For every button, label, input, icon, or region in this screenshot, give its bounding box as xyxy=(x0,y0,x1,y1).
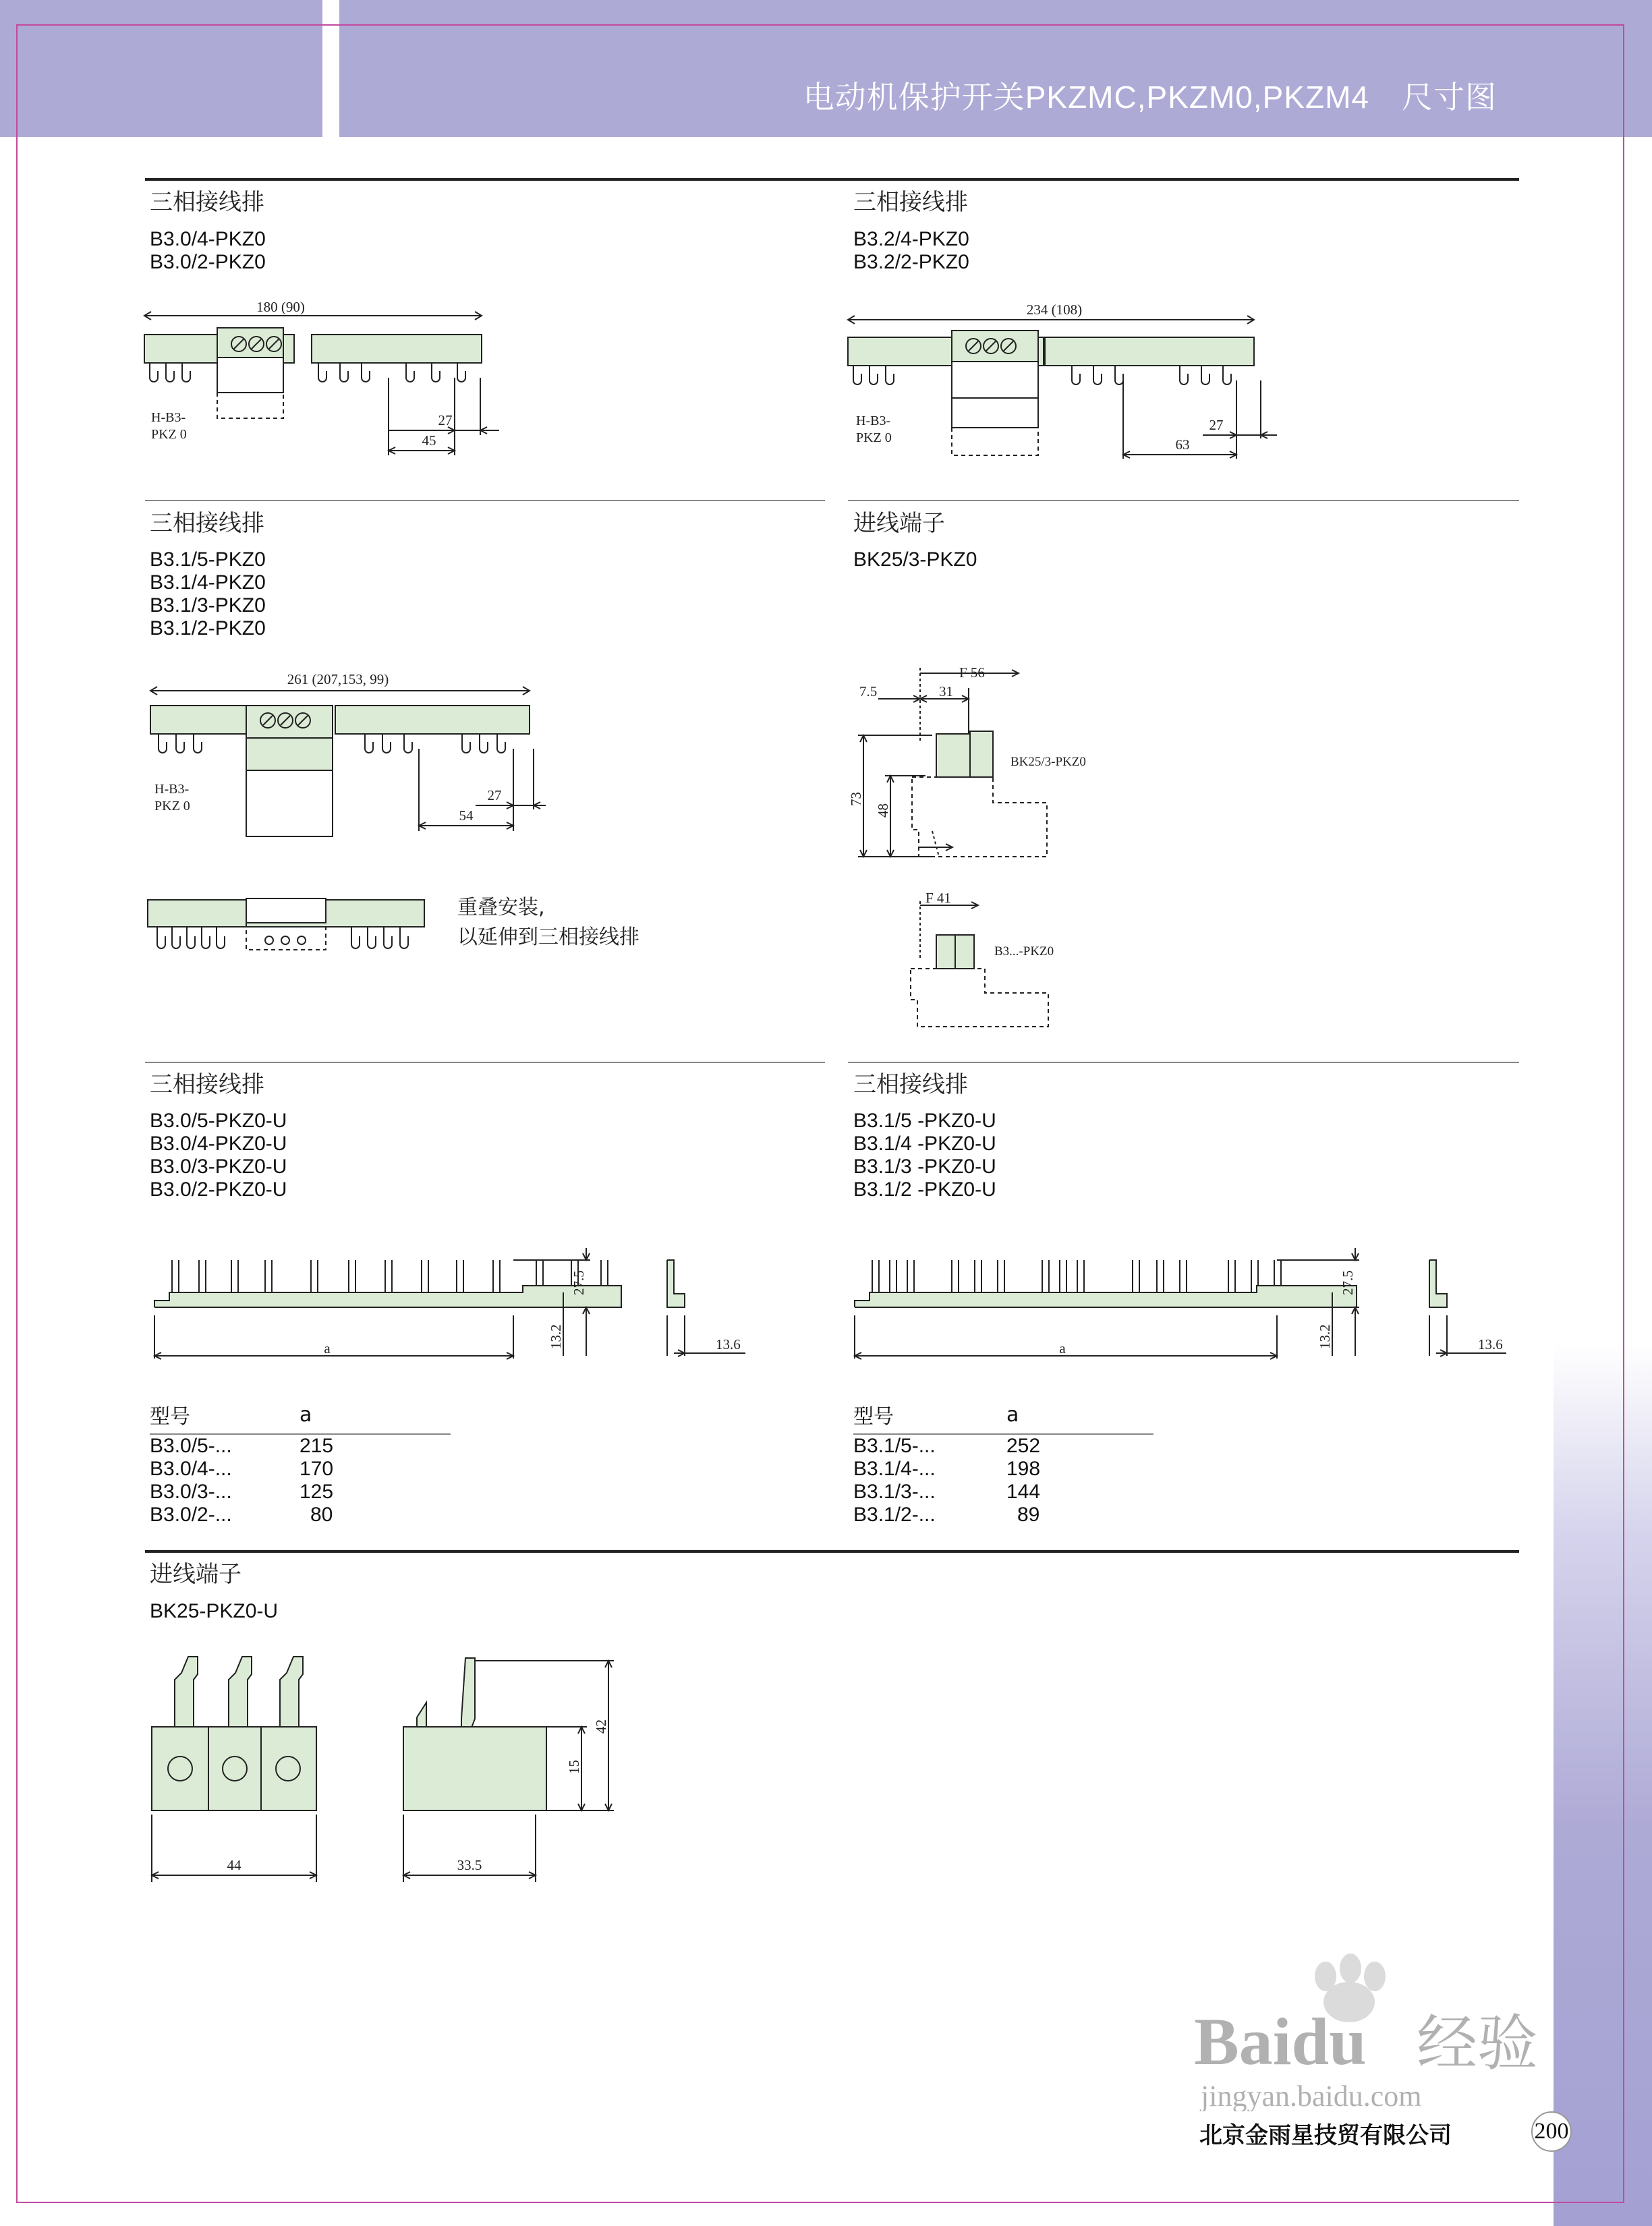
model-code: B3.2/4-PKZ0 xyxy=(853,228,969,250)
dim-span: 63 xyxy=(1175,436,1190,453)
dim-pitch: 27 xyxy=(438,412,453,428)
dim-h-inner: 48 xyxy=(875,803,891,818)
terminal-u-side-drawing xyxy=(391,1646,634,1895)
dim-span: 54 xyxy=(459,807,474,824)
part-label: H-B3- xyxy=(856,413,891,428)
table-row xyxy=(150,1434,451,1458)
header-band xyxy=(339,0,1652,137)
side-decoration-bar xyxy=(1554,1342,1652,2226)
col-a: a xyxy=(1006,1398,1153,1434)
header-band-left xyxy=(0,0,322,137)
dim-f56: F 56 xyxy=(959,664,985,681)
dim-height: 42 xyxy=(593,1719,609,1734)
dim-w: 13.6 xyxy=(716,1336,741,1352)
row3-rule-left xyxy=(145,1062,825,1063)
model-code: B3.0/2-PKZ0 xyxy=(150,251,266,273)
table-row xyxy=(150,1458,451,1481)
dim-w: 13.6 xyxy=(1478,1336,1503,1352)
table-row xyxy=(150,1504,451,1526)
model-code: B3.0/4-PKZ0 xyxy=(150,228,266,250)
watermark-url: jingyan.baidu.com xyxy=(1201,2080,1422,2111)
dim-h2: 13.2 xyxy=(1317,1324,1333,1349)
section-title: 三相接线排 xyxy=(853,1071,968,1098)
dimension-table-b30 xyxy=(150,1398,451,1526)
page-title: 电动机保护开关PKZMC,PKZM0,PKZM4 尺寸图 xyxy=(803,80,1497,115)
model-code: B3.0/4-PKZ0-U xyxy=(150,1133,287,1155)
terminal-drawing-bk25 xyxy=(848,661,1148,870)
dim-a: a xyxy=(324,1340,331,1357)
terminal-u-front-drawing xyxy=(145,1646,347,1895)
dim-a: a xyxy=(1059,1340,1066,1357)
part-label: H-B3- xyxy=(151,410,186,425)
part-label: PKZ 0 xyxy=(856,430,892,445)
section-title: 三相接线排 xyxy=(853,189,968,216)
cell-a: 144 xyxy=(1006,1481,1041,1503)
cell-a: 198 xyxy=(1006,1458,1041,1480)
dim-pitch: 27 xyxy=(1209,417,1224,433)
model-code: B3.1/4 -PKZ0-U xyxy=(853,1133,996,1155)
row2-rule-right xyxy=(848,500,1519,501)
col-model: 型号 xyxy=(853,1398,1006,1434)
cell-a: 89 xyxy=(1017,1504,1040,1526)
page-subtitle: 尺寸图 xyxy=(1402,80,1497,115)
cell-a: 170 xyxy=(300,1458,334,1480)
table-row xyxy=(150,1481,451,1504)
model-code: BK25-PKZ0-U xyxy=(150,1600,279,1622)
cell-a: 215 xyxy=(300,1435,334,1457)
model-code: B3.1/4-PKZ0 xyxy=(150,571,266,594)
model-code: B3.0/5-PKZ0-U xyxy=(150,1110,287,1132)
table-row xyxy=(853,1434,1153,1458)
model-code: B3.1/5 -PKZ0-U xyxy=(853,1110,996,1132)
dim-mid: 31 xyxy=(939,683,953,700)
busbar-drawing-b32 xyxy=(838,297,1284,472)
dim-h-body: 15 xyxy=(566,1760,582,1774)
section-title: 三相接线排 xyxy=(150,510,264,537)
dim-h2: 13.2 xyxy=(548,1324,564,1349)
cell-model: B3.0/5-... xyxy=(150,1435,232,1457)
cell-a: 125 xyxy=(300,1481,334,1503)
model-code: B3.1/5-PKZ0 xyxy=(150,548,266,571)
cell-model: B3.1/2-... xyxy=(853,1504,936,1526)
dim-pitch: 27 xyxy=(487,787,502,803)
dim-total: 234 (108) xyxy=(1026,302,1083,318)
busbar-drawing-b30 xyxy=(135,297,513,465)
model-code: BK25/3-PKZ0 xyxy=(853,548,977,571)
model-code: B3.1/3 -PKZ0-U xyxy=(853,1155,996,1178)
model-code: B3.1/2 -PKZ0-U xyxy=(853,1178,996,1201)
dim-left: 7.5 xyxy=(859,683,878,700)
watermark-brand: Baidu xyxy=(1194,2004,1367,2079)
dim-width: 44 xyxy=(227,1857,241,1873)
terminal-overlap-drawing xyxy=(877,892,1100,1040)
dim-h-total: 73 xyxy=(848,792,864,806)
row2-rule-left xyxy=(145,500,825,501)
part-label: H-B3- xyxy=(154,782,190,797)
section-title: 进线端子 xyxy=(853,510,945,537)
part-label: PKZ 0 xyxy=(151,427,187,442)
model-code: B3.0/2-PKZ0-U xyxy=(150,1178,287,1201)
model-code: B3.2/2-PKZ0 xyxy=(853,251,969,273)
dim-total: 261 (207,153, 99) xyxy=(287,671,389,687)
dim-total: 180 (90) xyxy=(256,299,305,315)
row3-rule-right xyxy=(848,1062,1519,1063)
cell-model: B3.0/3-... xyxy=(150,1481,232,1503)
cell-model: B3.1/5-... xyxy=(853,1435,936,1457)
dim-f41: F 41 xyxy=(925,890,951,906)
busbar-u-drawing-b31 xyxy=(845,1228,1513,1369)
model-code: B3.1/2-PKZ0 xyxy=(150,617,266,639)
model-code: B3.1/3-PKZ0 xyxy=(150,594,266,617)
mounting-note: 重叠安装, xyxy=(457,896,545,919)
model-code: B3.0/3-PKZ0-U xyxy=(150,1155,287,1178)
col-model: 型号 xyxy=(150,1398,300,1434)
dimension-table-b31 xyxy=(853,1398,1153,1526)
cell-model: B3.0/4-... xyxy=(150,1458,232,1480)
section-title: 三相接线排 xyxy=(150,189,264,216)
section-title: 三相接线排 xyxy=(150,1071,264,1098)
busbar-u-drawing-b30 xyxy=(145,1228,772,1369)
table-row xyxy=(853,1481,1153,1504)
baidu-watermark xyxy=(1174,1949,1551,2111)
cell-a: 252 xyxy=(1006,1435,1041,1457)
dim-depth: 33.5 xyxy=(457,1857,482,1873)
cell-model: B3.0/2-... xyxy=(150,1504,232,1526)
table-row xyxy=(853,1504,1153,1526)
part-label: PKZ 0 xyxy=(154,799,190,814)
overlap-mount-drawing xyxy=(145,892,428,966)
row4-rule xyxy=(145,1550,1519,1553)
mounting-note: 以延伸到三相接线排 xyxy=(457,925,639,949)
top-rule xyxy=(145,178,1519,181)
dim-span: 45 xyxy=(422,432,436,449)
cell-model: B3.1/3-... xyxy=(853,1481,936,1503)
dim-h1: 27.5 xyxy=(1340,1270,1356,1295)
busbar-drawing-b31 xyxy=(138,668,557,850)
part-label: BK25/3-PKZ0 xyxy=(1010,755,1086,769)
cell-a: 80 xyxy=(310,1504,333,1526)
part-label: B3...-PKZ0 xyxy=(994,944,1054,959)
watermark-cn: 经验 xyxy=(1417,2011,1538,2078)
company-name: 北京金雨星技贸有限公司 xyxy=(1199,2122,1452,2149)
table-row xyxy=(853,1458,1153,1481)
dim-h1: 27.5 xyxy=(571,1270,587,1295)
section-title: 进线端子 xyxy=(150,1561,241,1588)
page-number: 200 xyxy=(1531,2111,1572,2152)
col-a: a xyxy=(300,1398,451,1434)
cell-model: B3.1/4-... xyxy=(853,1458,936,1480)
